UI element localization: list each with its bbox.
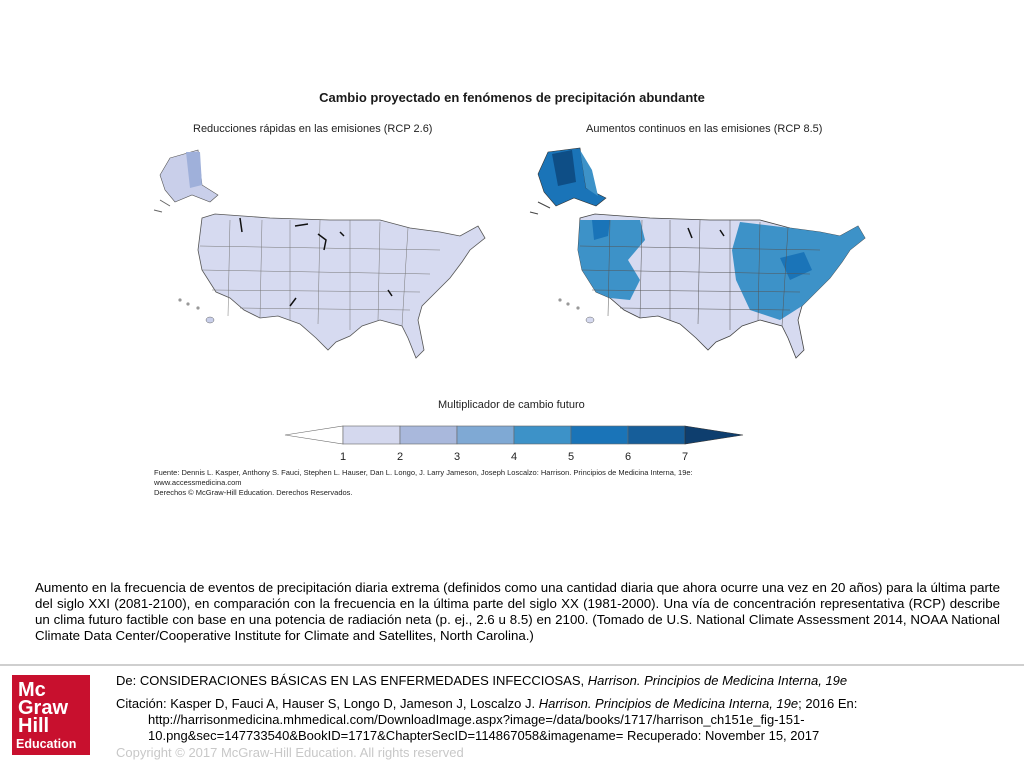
copyright: Copyright © 2017 McGraw-Hill Education. All rights reserved [116,745,464,760]
figure-caption: Aumento en la frecuencia de eventos de precipitación diaria extrema (definidos como una cantidad diaria que ahora ocurre una vez en 20 años) para la última parte del siglo XXI (2081-2100), en comparación con la frecuencia en la última parte del siglo XX (1981-2000). Una vía de concentración representativa (RCP) describe un clima futuro factible con base en una potencia de radiación neta (p. ej., 2.6 u 8.5) en 2100. (Tomado de U.S. National Climate Assessment 2014, NOAA National Climate Data Center/Cooperative Institute for Climate and Satellites, North Carolina.) [35,580,1000,643]
citation [116,696,906,744]
precipitation-maps [140,140,880,380]
right-map-title: Aumentos continuos en las emisiones (RCP 8.5) [586,123,823,135]
source-line-3: Derechos © McGraw-Hill Education. Derechos Reservados. [154,488,353,497]
legend-tick-label: 4 [510,451,518,463]
logo-line-2: Graw [18,697,69,719]
legend-swatch [514,426,571,444]
left-aleutians [154,200,170,212]
legend-swatch [571,426,628,444]
legend-swatch [343,426,400,444]
figure-source [154,468,794,498]
source-line-2: www.accessmedicina.com [154,478,242,487]
logo-line-1: Mc [18,679,46,701]
left-map-title: Reducciones rápidas en las emisiones (RCP 2.6) [193,123,433,135]
right-map [530,148,865,358]
legend-tick-label: 3 [453,451,461,463]
citation-suffix: ; 2016 En: [798,696,858,711]
from-prefix: De: CONSIDERACIONES BÁSICAS EN LAS ENFERMEDADES INFECCIOSAS, [116,673,588,688]
logo-line-4: Education [16,737,77,751]
legend-title: Multiplicador de cambio futuro [438,399,585,411]
legend-tick-label: 6 [624,451,632,463]
legend-tick-label: 2 [396,451,404,463]
citation-prefix: Citación: Kasper D, Fauci A, Hauser S, Longo D, Jameson J, Loscalzo J. [116,696,539,711]
citation-url-1[interactable]: http://harrisonmedicina.mhmedical.com/DownloadImage.aspx?image=/data/books/1717/harrison_ch151e_fig-151- [148,712,805,727]
legend-arrow-high [685,426,743,444]
divider [0,664,1024,666]
source-line-1: Fuente: Dennis L. Kasper, Anthony S. Fauci, Stephen L. Hauser, Dan L. Longo, J. Larry Jameson, Joseph Loscalzo: Harrison. Principios de Medicina Interna, 19e: [154,468,693,477]
legend-swatch [400,426,457,444]
figure-title: Cambio proyectado en fenómenos de precipitación abundante [319,90,705,105]
from-book: Harrison. Principios de Medicina Interna, 19e [587,673,848,688]
from-line [116,673,847,688]
legend-tick-label: 5 [567,451,575,463]
right-aleutians [530,202,550,214]
mcgraw-hill-logo [12,675,90,755]
citation-url-2[interactable]: 10.png&sec=147733540&BookID=1717&ChapterSecID=114867058&imagename= Recuperado: November 15, 2017 [148,728,820,743]
legend-swatch [457,426,514,444]
citation-book: Harrison. Principios de Medicina Interna, 19e [538,696,799,711]
legend-tick-label: 1 [339,451,347,463]
legend-arrow-low [285,426,343,444]
color-legend [280,420,750,470]
left-conus [198,214,485,358]
legend-swatch [628,426,685,444]
logo-line-3: Hill [18,715,50,737]
left-map [154,150,485,358]
legend-tick-label: 7 [681,451,689,463]
